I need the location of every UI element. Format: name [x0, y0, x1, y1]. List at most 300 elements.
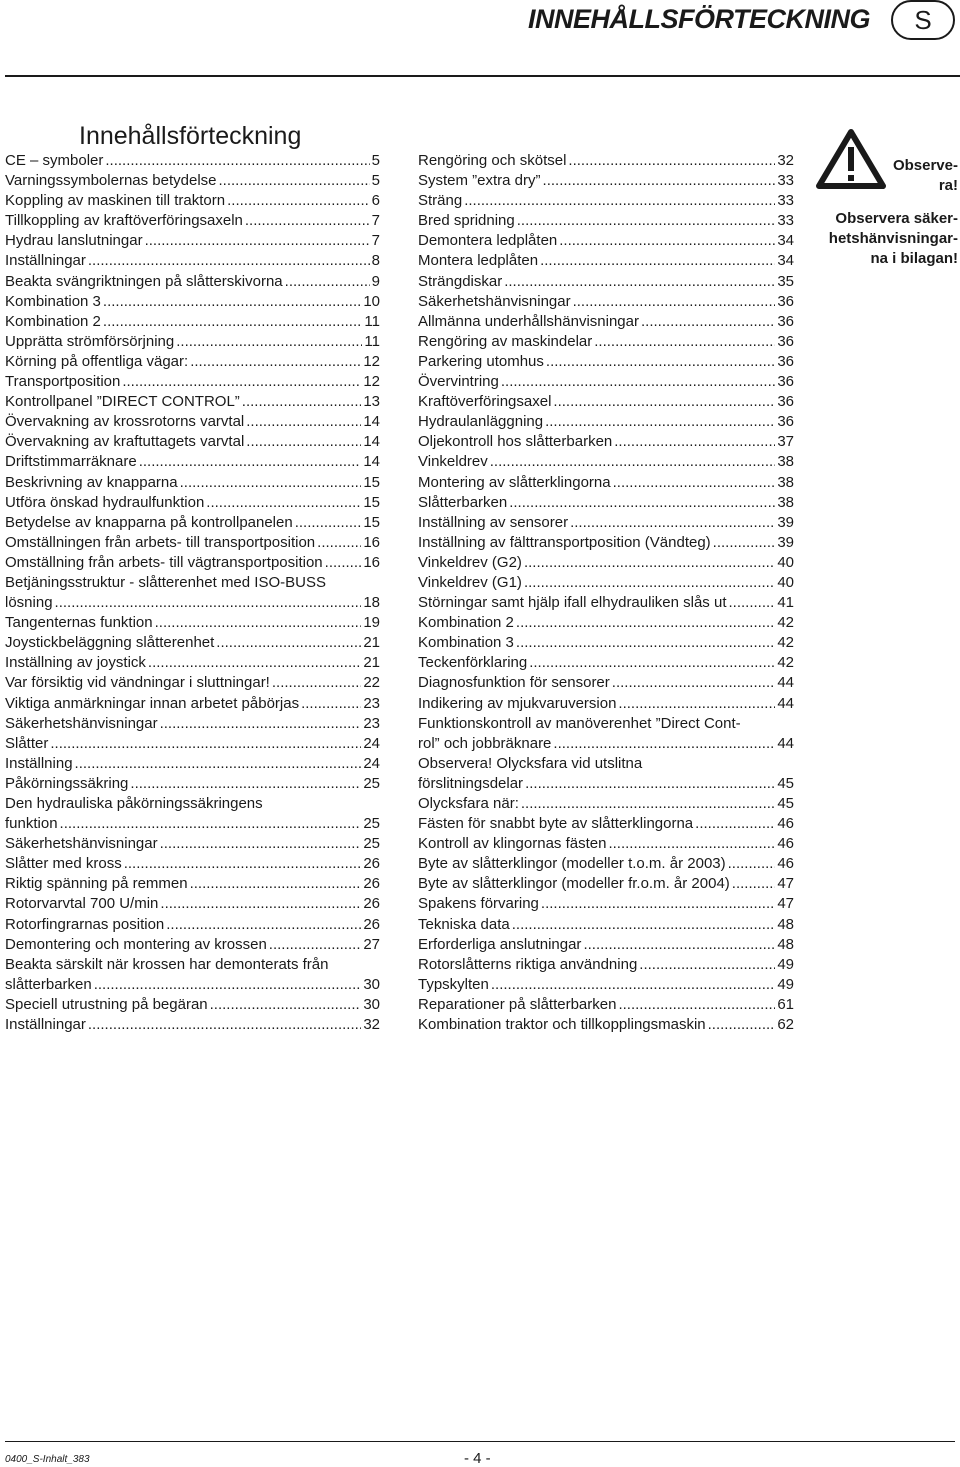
toc-leader-dots — [614, 432, 775, 452]
toc-entry — [5, 553, 380, 573]
footer-divider — [5, 1441, 955, 1442]
toc-page-number: 49 — [777, 975, 794, 993]
toc-entry — [418, 894, 794, 914]
toc-leader-dots — [50, 734, 361, 754]
toc-entry-title: Hydraulanläggning — [418, 413, 544, 431]
toc-entry — [5, 573, 380, 593]
toc-entry-title: Övervintring — [418, 373, 499, 391]
toc-leader-dots — [618, 995, 775, 1015]
toc-entry — [418, 814, 794, 834]
toc-leader-dots — [612, 673, 776, 693]
toc-entry-title: Kombination 3 — [418, 634, 514, 652]
toc-entry-title: Vinkeldrev (G1) — [418, 573, 522, 591]
toc-entry-title: Indikering av mjukvaruversion — [418, 694, 617, 712]
toc-entry — [418, 734, 794, 754]
toc-column-middle — [418, 151, 794, 1035]
toc-leader-dots — [88, 1015, 361, 1035]
toc-entry-title: Hydrau lanslutningar — [5, 232, 143, 250]
toc-entry-title: slåtterbarken — [5, 975, 92, 993]
toc-page-number: 35 — [777, 272, 794, 290]
toc-entry — [418, 694, 794, 714]
toc-page-number: 24 — [363, 754, 380, 772]
toc-leader-dots — [269, 935, 362, 955]
toc-entry — [5, 694, 380, 714]
toc-entry — [418, 151, 794, 171]
toc-leader-dots — [594, 332, 775, 352]
toc-entry — [418, 452, 794, 472]
toc-leader-dots — [509, 493, 775, 513]
toc-entry-title: Kombination 2 — [418, 614, 514, 632]
toc-entry-title: Omställningen från arbets- till transportposition — [5, 533, 316, 551]
toc-entry — [5, 513, 380, 533]
toc-entry-title: Transportposition — [5, 373, 121, 391]
toc-entry — [418, 573, 794, 593]
toc-entry-title: Typskylten — [418, 975, 489, 993]
toc-leader-dots — [317, 533, 361, 553]
toc-entry — [418, 292, 794, 312]
toc-entry — [5, 915, 380, 935]
toc-leader-dots — [301, 694, 361, 714]
toc-page-number: 33 — [777, 212, 794, 230]
toc-page-number: 36 — [777, 373, 794, 391]
toc-page-number: 25 — [363, 835, 380, 853]
toc-entry-title: Övervakning av krossrotorns varvtal — [5, 413, 245, 431]
toc-entry — [418, 191, 794, 211]
toc-leader-dots — [504, 272, 775, 292]
toc-page-number: 10 — [363, 292, 380, 310]
toc-leader-dots — [516, 613, 775, 633]
toc-leader-dots — [103, 292, 361, 312]
toc-entry — [5, 372, 380, 392]
toc-page-number: 25 — [363, 815, 380, 833]
toc-leader-dots — [545, 412, 775, 432]
toc-leader-dots — [568, 151, 775, 171]
toc-entry — [5, 633, 380, 653]
toc-entry — [5, 251, 380, 271]
toc-entry — [418, 412, 794, 432]
toc-leader-dots — [516, 633, 775, 653]
toc-entry-title: Varningssymbolernas betydelse — [5, 172, 217, 190]
toc-page-number: 46 — [777, 815, 794, 833]
toc-entry-title: Reparationer på slåtterbarken — [418, 995, 617, 1013]
toc-entry — [5, 312, 380, 332]
toc-entry-title: Utföra önskad hydraulfunktion — [5, 493, 205, 511]
toc-entry — [418, 874, 794, 894]
toc-entry-title: Spakens förvaring — [418, 895, 539, 913]
toc-page-number: 5 — [371, 152, 380, 169]
toc-entry — [5, 714, 380, 734]
toc-page-number: 7 — [371, 212, 380, 230]
toc-leader-dots — [708, 1015, 776, 1035]
toc-entry-title: Rotorfingrarnas position — [5, 915, 165, 933]
toc-leader-dots — [210, 995, 362, 1015]
toc-page-number: 12 — [363, 373, 380, 391]
toc-page-number: 8 — [371, 252, 380, 270]
toc-page-number: 12 — [363, 352, 380, 370]
toc-leader-dots — [148, 653, 361, 673]
toc-entry — [5, 673, 380, 693]
toc-entry-title: Körning på offentliga vägar: — [5, 352, 189, 370]
toc-page-number: 18 — [363, 594, 380, 612]
toc-leader-dots — [180, 473, 362, 493]
toc-entry-title: Inställning — [5, 754, 73, 772]
toc-entry-title: Slåtterbarken — [418, 493, 508, 511]
toc-page-number: 26 — [363, 915, 380, 933]
toc-entry-title: Funktionskontroll av manöverenhet ”Direct Cont- — [418, 714, 741, 732]
toc-leader-dots — [573, 292, 776, 312]
toc-entry-title: funktion — [5, 815, 58, 833]
toc-page-number: 19 — [363, 614, 380, 632]
toc-page-number: 62 — [777, 1016, 794, 1034]
toc-page-number: 16 — [363, 553, 380, 571]
toc-entry-title: Kraftöverföringsaxel — [418, 393, 552, 411]
toc-page-number: 23 — [363, 694, 380, 712]
toc-leader-dots — [176, 332, 362, 352]
toc-leader-dots — [529, 653, 775, 673]
toc-page-number: 23 — [363, 714, 380, 732]
toc-entry — [418, 211, 794, 231]
toc-entry-title: Säkerhetshänvisningar — [5, 714, 158, 732]
toc-leader-dots — [245, 211, 370, 231]
toc-entry — [418, 673, 794, 693]
toc-leader-dots — [206, 493, 361, 513]
toc-page-number: 47 — [777, 875, 794, 893]
toc-entry — [418, 774, 794, 794]
toc-entry — [5, 894, 380, 914]
toc-entry-title: Inställning av joystick — [5, 654, 146, 672]
toc-entry — [418, 251, 794, 271]
toc-entry-title: Teckenförklaring — [418, 654, 528, 672]
toc-leader-dots — [728, 854, 776, 874]
toc-page-number: 15 — [363, 493, 380, 511]
toc-leader-dots — [155, 613, 362, 633]
toc-entry — [418, 312, 794, 332]
toc-entry-title: Inställning av fälttransportposition (Vändteg) — [418, 533, 711, 551]
toc-leader-dots — [501, 372, 775, 392]
toc-page-number: 42 — [777, 614, 794, 632]
toc-page-number: 48 — [777, 915, 794, 933]
toc-leader-dots — [553, 392, 775, 412]
toc-entry — [5, 292, 380, 312]
toc-entry-title: Kombination traktor och tillkopplingsmaskin — [418, 1016, 706, 1034]
toc-leader-dots — [160, 714, 362, 734]
toc-leader-dots — [272, 673, 361, 693]
toc-entry — [5, 955, 380, 975]
toc-entry — [418, 473, 794, 493]
toc-leader-dots — [490, 452, 776, 472]
toc-entry-title: Slåtter med kross — [5, 855, 122, 873]
toc-entry-title: Olycksfara när: — [418, 795, 519, 812]
toc-page-number: 30 — [363, 975, 380, 993]
toc-entry-title: Byte av slåtterklingor (modeller t.o.m. år 2003) — [418, 855, 726, 873]
toc-entry — [5, 533, 380, 553]
toc-page-number: 45 — [777, 774, 794, 792]
toc-page-number: 37 — [777, 433, 794, 451]
toc-entry — [5, 191, 380, 211]
toc-leader-dots — [559, 231, 775, 251]
language-badge: S — [891, 0, 955, 40]
toc-leader-dots — [103, 312, 363, 332]
toc-page-number: 11 — [364, 312, 380, 330]
toc-entry — [5, 452, 380, 472]
toc-entry — [418, 392, 794, 412]
toc-heading: Innehållsförteckning — [79, 122, 302, 150]
toc-entry-title: Beskrivning av knapparna — [5, 473, 178, 491]
toc-page-number: 45 — [777, 795, 794, 812]
toc-entry-title: Påkörningssäkring — [5, 774, 129, 792]
toc-entry — [418, 935, 794, 955]
toc-leader-dots — [227, 191, 370, 211]
toc-entry-title: lösning — [5, 594, 53, 612]
toc-page-number: 42 — [777, 634, 794, 652]
toc-page-number: 25 — [363, 774, 380, 792]
toc-leader-dots — [512, 915, 776, 935]
toc-leader-dots — [618, 694, 775, 714]
page-number: - 4 - — [464, 1450, 491, 1467]
toc-entry — [5, 211, 380, 231]
toc-page-number: 33 — [777, 172, 794, 190]
toc-entry — [418, 794, 794, 814]
toc-entry-title: Kombination 2 — [5, 312, 101, 330]
toc-entry — [418, 975, 794, 995]
toc-entry-title: Demontering och montering av krossen — [5, 935, 267, 953]
toc-leader-dots — [525, 774, 775, 794]
toc-leader-dots — [541, 894, 775, 914]
toc-leader-dots — [732, 874, 776, 894]
toc-entry — [418, 653, 794, 673]
toc-page-number: 14 — [363, 453, 380, 471]
toc-entry — [418, 955, 794, 975]
toc-leader-dots — [219, 171, 370, 191]
toc-page-number: 34 — [777, 252, 794, 270]
toc-entry-title: Diagnosfunktion för sensorer — [418, 674, 610, 692]
toc-column-left — [5, 151, 380, 1035]
toc-page-number: 46 — [777, 855, 794, 873]
toc-leader-dots — [553, 734, 775, 754]
toc-leader-dots — [729, 593, 776, 613]
toc-page-number: 26 — [363, 895, 380, 913]
toc-entry-title: Vinkeldrev — [418, 453, 488, 471]
toc-page-number: 34 — [777, 232, 794, 250]
toc-leader-dots — [543, 171, 776, 191]
toc-entry-title: Speciell utrustning på begäran — [5, 995, 208, 1013]
toc-page-number: 9 — [371, 272, 380, 290]
toc-entry-title: Var försiktig vid vändningar i sluttningar! — [5, 674, 270, 692]
toc-entry-title: Vinkeldrev (G2) — [418, 553, 522, 571]
toc-entry-title: Parkering utomhus — [418, 352, 544, 370]
footer-doc-code: 0400_S-Inhalt_383 — [5, 1454, 90, 1465]
toc-leader-dots — [540, 251, 775, 271]
toc-page-number: 22 — [363, 674, 380, 692]
toc-entry-title: Inställningar — [5, 252, 86, 270]
toc-leader-dots — [713, 533, 776, 553]
document-header-title: INNEHÅLLSFÖRTECKNING — [527, 4, 870, 34]
toc-entry — [5, 774, 380, 794]
toc-entry-title: Riktig spänning på remmen — [5, 875, 188, 893]
toc-entry — [418, 272, 794, 292]
toc-entry — [5, 272, 380, 292]
toc-entry — [418, 834, 794, 854]
toc-entry-title: Viktiga anmärkningar innan arbetet påbörjas — [5, 694, 300, 712]
toc-page-number: 38 — [777, 493, 794, 511]
toc-entry-title: Koppling av maskinen till traktorn — [5, 192, 226, 210]
toc-entry-title: Byte av slåtterklingor (modeller fr.o.m. år 2004) — [418, 875, 730, 893]
toc-leader-dots — [570, 513, 775, 533]
toc-entry — [5, 935, 380, 955]
toc-entry — [5, 613, 380, 633]
toc-entry-title: Den hydrauliska påkörningssäkringens — [5, 795, 263, 812]
toc-page-number: 36 — [777, 413, 794, 431]
toc-entry — [5, 171, 380, 191]
toc-entry — [5, 352, 380, 372]
toc-entry — [418, 171, 794, 191]
toc-leader-dots — [242, 392, 362, 412]
toc-entry-title: Allmänna underhållshänvisningar — [418, 312, 639, 330]
toc-entry — [418, 372, 794, 392]
toc-entry-title: Omställning från arbets- till vägtransportposition — [5, 553, 323, 571]
toc-leader-dots — [464, 191, 775, 211]
toc-entry-title: Inställning av sensorer — [418, 513, 569, 531]
toc-entry — [418, 714, 794, 734]
toc-entry — [5, 995, 380, 1015]
toc-leader-dots — [216, 633, 361, 653]
toc-entry — [418, 995, 794, 1015]
toc-page-number: 38 — [777, 453, 794, 471]
toc-leader-dots — [491, 975, 775, 995]
toc-entry-title: Övervakning av kraftuttagets varvtal — [5, 433, 245, 451]
toc-page-number: 44 — [777, 694, 794, 712]
toc-leader-dots — [166, 915, 361, 935]
toc-entry — [418, 513, 794, 533]
note-title: Observe-ra! — [892, 157, 958, 194]
toc-page-number: 27 — [363, 935, 380, 953]
toc-entry-title: Montering av slåtterklingorna — [418, 473, 611, 491]
toc-page-number: 33 — [777, 192, 794, 210]
toc-entry-title: Montera ledplåten — [418, 252, 539, 270]
toc-entry-title: Säkerhetshänvisningar — [418, 292, 571, 310]
toc-leader-dots — [639, 955, 775, 975]
toc-entry — [418, 352, 794, 372]
toc-entry — [418, 432, 794, 452]
toc-leader-dots — [695, 814, 775, 834]
toc-leader-dots — [521, 794, 775, 814]
toc-leader-dots — [613, 473, 776, 493]
toc-entry — [5, 432, 380, 452]
toc-leader-dots — [285, 272, 370, 292]
toc-entry — [418, 231, 794, 251]
toc-leader-dots — [160, 894, 361, 914]
toc-entry — [5, 151, 380, 171]
toc-leader-dots — [160, 834, 362, 854]
toc-page-number: 6 — [371, 192, 380, 210]
toc-entry-title: Demontera ledplåten — [418, 232, 558, 250]
toc-page-number: 21 — [363, 654, 380, 672]
toc-entry-title: Sträng — [418, 192, 463, 210]
toc-entry-title: rol” och jobbräknare — [418, 734, 552, 752]
toc-entry-title: Rengöring av maskindelar — [418, 332, 593, 350]
toc-entry — [418, 493, 794, 513]
toc-entry-title: Kombination 3 — [5, 292, 101, 310]
toc-entry — [5, 392, 380, 412]
toc-page-number: 36 — [777, 312, 794, 330]
toc-page-number: 42 — [777, 654, 794, 672]
toc-leader-dots — [75, 754, 362, 774]
toc-entry-title: Bred spridning — [418, 212, 515, 230]
toc-entry-title: Kontroll av klingornas fästen — [418, 835, 607, 853]
toc-leader-dots — [124, 854, 362, 874]
toc-page-number: 26 — [363, 855, 380, 873]
toc-page-number: 40 — [777, 553, 794, 571]
toc-entry-title: Inställningar — [5, 1016, 86, 1034]
toc-entry — [5, 332, 380, 352]
toc-page-number: 36 — [777, 332, 794, 350]
toc-leader-dots — [524, 553, 775, 573]
toc-entry — [5, 754, 380, 774]
toc-entry — [5, 814, 380, 834]
toc-leader-dots — [94, 975, 362, 995]
toc-leader-dots — [139, 452, 362, 472]
toc-page-number: 21 — [363, 634, 380, 652]
toc-entry — [5, 834, 380, 854]
toc-entry-title: CE – symboler — [5, 152, 104, 169]
toc-page-number: 39 — [777, 533, 794, 551]
toc-entry-title: Tangenternas funktion — [5, 614, 153, 632]
toc-page-number: 44 — [777, 734, 794, 752]
toc-leader-dots — [546, 352, 775, 372]
toc-leader-dots — [105, 151, 369, 171]
toc-entry — [418, 854, 794, 874]
toc-leader-dots — [608, 834, 775, 854]
toc-entry-title: Upprätta strömförsörjning — [5, 332, 175, 350]
toc-entry — [5, 493, 380, 513]
toc-entry — [418, 332, 794, 352]
toc-page-number: 36 — [777, 352, 794, 370]
toc-page-number: 26 — [363, 875, 380, 893]
header-divider — [5, 75, 960, 77]
toc-page-number: 14 — [363, 413, 380, 431]
toc-leader-dots — [246, 412, 361, 432]
toc-entry-title: Kontrollpanel ”DIRECT CONTROL” — [5, 393, 240, 411]
toc-page-number: 15 — [363, 473, 380, 491]
toc-entry-title: Oljekontroll hos slåtterbarken — [418, 433, 613, 451]
toc-entry — [418, 553, 794, 573]
toc-leader-dots — [55, 593, 362, 613]
toc-page-number: 13 — [363, 393, 380, 411]
toc-entry-title: Betjäningsstruktur - slåtterenhet med ISO-BUSS — [5, 573, 326, 591]
toc-entry — [5, 653, 380, 673]
toc-leader-dots — [88, 251, 370, 271]
toc-entry — [5, 473, 380, 493]
toc-entry-title: Beakta svängriktningen på slåtterskivorna — [5, 272, 283, 290]
toc-entry — [418, 593, 794, 613]
toc-page-number: 40 — [777, 573, 794, 591]
toc-leader-dots — [190, 874, 362, 894]
toc-entry-title: Störningar samt hjälp ifall elhydrauliken slås ut — [418, 594, 727, 612]
toc-page-number: 61 — [777, 995, 794, 1013]
toc-entry — [5, 412, 380, 432]
toc-page-number: 39 — [777, 513, 794, 531]
toc-entry-title: Rotorslåtterns riktiga användning — [418, 955, 638, 973]
toc-entry — [418, 613, 794, 633]
toc-entry — [5, 231, 380, 251]
toc-entry — [5, 1015, 380, 1035]
toc-entry — [5, 794, 380, 814]
toc-page-number: 36 — [777, 292, 794, 310]
toc-entry-title: Erforderliga anslutningar — [418, 935, 582, 953]
toc-page-number: 41 — [777, 594, 794, 612]
toc-entry-title: Säkerhetshänvisningar — [5, 835, 158, 853]
toc-page-number: 11 — [364, 332, 380, 350]
